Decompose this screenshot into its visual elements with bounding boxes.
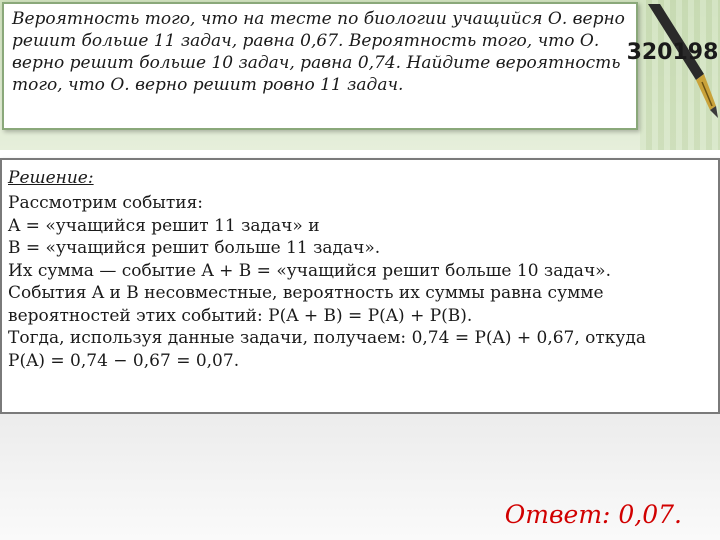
solution-line: Тогда, используя данные задачи, получаем: 0,74 = P(A) + 0,67, откуда [8, 328, 647, 348]
problem-id: 320198 [626, 40, 719, 65]
solution-line: Рассмотрим события: [8, 193, 204, 213]
solution-lines [8, 192, 716, 372]
solution-line: Их сумма — событие A + B = «учащийся решит больше 10 задач». [8, 260, 611, 281]
question-text: Вероятность того, что на тесте по биологии учащийся О. верно решит больше 11 задач, равна 0,67. Вероятность того, что О. верно решит больше 10 задач, равна 0,74. Найдите вероятность того, что О. верно решит ровно 11 задач. [12, 9, 625, 95]
solution-line: События A и В несовместные, вероятность их суммы равна сумме [8, 283, 604, 303]
solution-heading: Решение: [8, 168, 94, 188]
solution-line: вероятностей этих событий: P(A + B) = P(A) + P(B). [8, 305, 473, 326]
solution-line: В = «учащийся решит больше 11 задач». [8, 238, 381, 258]
question-box [2, 2, 638, 130]
answer-text: Ответ: 0,07. [504, 500, 682, 529]
solution-line: A = «учащийся решит 11 задач» и [8, 215, 320, 236]
solution-box [0, 158, 720, 414]
solution-line: P(A) = 0,74 − 0,67 = 0,07. [8, 350, 240, 371]
